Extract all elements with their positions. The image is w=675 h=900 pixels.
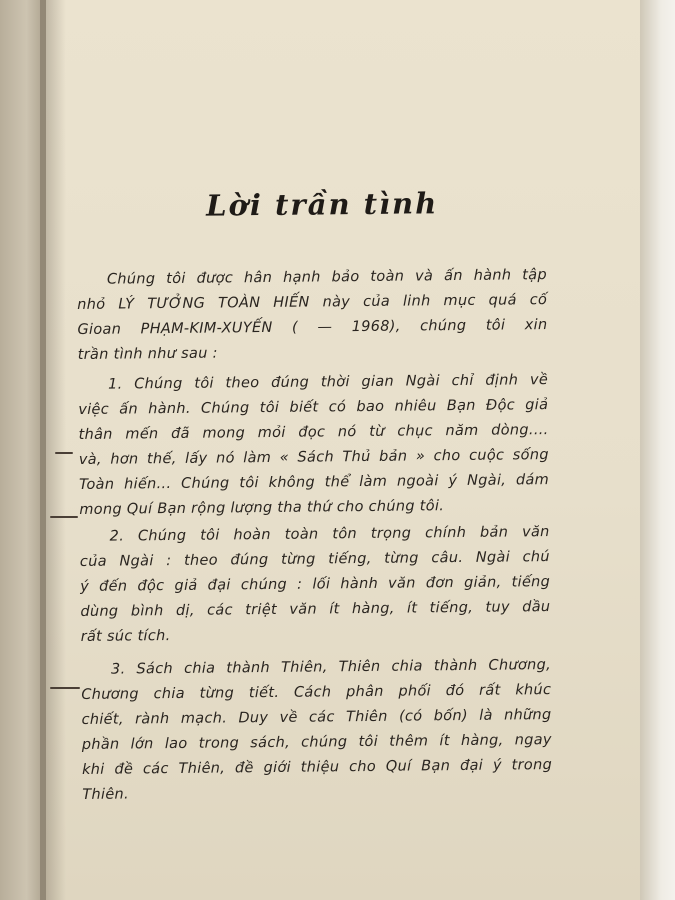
paragraph-line: dùng bình dị, các triệt văn ít hàng, ít tiếng, tuy dầu bbox=[80, 599, 551, 620]
paragraph-line: ý đến độc giả đại chúng : lối hành văn đơn giản, tiếng bbox=[80, 574, 551, 595]
paragraph-line: Thiên. bbox=[82, 786, 130, 803]
pencil-mark bbox=[55, 452, 73, 454]
paragraph-line: 3. Sách chia thành Thiên, Thiên chia thành Chương, bbox=[110, 657, 552, 678]
paragraph-line: Chương chia từng tiết. Cách phân phối đó rất khúc bbox=[81, 682, 552, 703]
paragraph-line: mong Quí Bạn rộng lượng tha thứ cho chúng tôi. bbox=[79, 498, 445, 518]
intro-paragraph bbox=[77, 263, 548, 368]
point-2-paragraph bbox=[79, 520, 550, 650]
paragraph-line: 2. Chúng tôi hoàn toàn tôn trọng chính bản văn bbox=[109, 524, 550, 545]
paragraph-line: Gioan PHẠM-KIM-XUYẾN ( — 1968), chúng tôi xin bbox=[77, 317, 548, 338]
paragraph-line: Toàn hiến... Chúng tôi không thể làm ngoài ý Ngài, dám bbox=[78, 472, 550, 493]
point-3-paragraph bbox=[81, 653, 553, 808]
page-title: Lời trần tình bbox=[205, 186, 439, 223]
paragraph-line: rất súc tích. bbox=[80, 628, 171, 645]
pencil-mark bbox=[50, 516, 78, 518]
gutter-shadow bbox=[40, 0, 66, 900]
paragraph-line: 1. Chúng tôi theo đúng thời gian Ngài chỉ định về bbox=[107, 372, 549, 393]
paragraph-line: và, hơn thế, lấy nó làm « Sách Thủ bản » cho cuộc sống bbox=[78, 447, 549, 468]
paragraph-line: trần tình như sau : bbox=[77, 345, 218, 363]
paragraph-line: chiết, rành mạch. Duy về các Thiên (có bốn) là những bbox=[81, 707, 552, 728]
paragraph-line: thân mến đã mong mỏi đọc nó từ chục năm dòng.... bbox=[78, 422, 549, 443]
paragraph-line: phần lớn lao trong sách, chúng tôi thêm ít hàng, ngay bbox=[81, 732, 552, 753]
point-1-paragraph bbox=[78, 368, 550, 523]
paragraph-line: nhỏ LÝ TƯỞNG TOÀN HIẾN này của linh mục quá cố bbox=[77, 292, 548, 313]
paragraph-line: Chúng tôi được hân hạnh bảo toàn và ấn hành tập bbox=[106, 267, 547, 288]
pencil-mark bbox=[50, 687, 80, 689]
paragraph-line: khi đề các Thiên, đề giới thiệu cho Quí Bạn đại ý trong bbox=[81, 757, 553, 778]
paragraph-line: việc ấn hành. Chúng tôi biết có bao nhiêu Bạn Độc giả bbox=[78, 397, 549, 418]
background-surface bbox=[640, 0, 675, 900]
paragraph-line: của Ngài : theo đúng từng tiếng, từng câu. Ngài chú bbox=[79, 549, 550, 570]
